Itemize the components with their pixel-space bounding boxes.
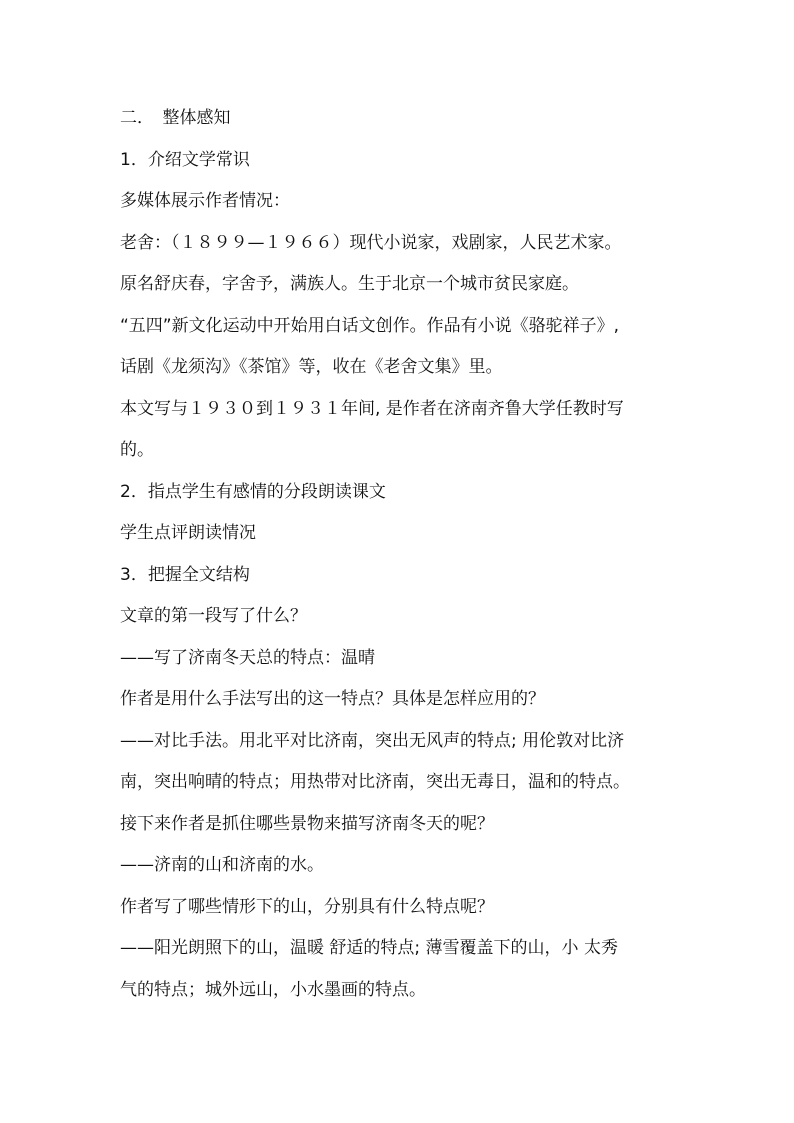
paragraph-line: 老舍：（１８９９—１９６６）现代小说家，戏剧家，人民艺术家。 (120, 232, 622, 253)
paragraph-line: “五四”新文化运动中开始用白话文创作。作品有小说《骆驼祥子》, (120, 315, 620, 336)
paragraph-line: 学生点评朗读情况 (120, 523, 256, 543)
paragraph-line: 本文写与１９３０到１９３１年间, 是作者在济南齐鲁大学任教时写 (120, 398, 624, 419)
answer-line: ——济南的山和济南的水。 (120, 855, 324, 875)
answer-line: ——对比手法。用北平对比济南，突出无风声的特点; 用伦敦对比济 (120, 730, 625, 751)
question-line: 作者是用什么手法写出的这一特点？具体是怎样应用的？ (120, 689, 545, 709)
answer-line: 气的特点；城外远山，小水墨画的特点。 (120, 979, 426, 1000)
paragraph-line: 的。 (120, 440, 154, 460)
answer-line: ——写了济南冬天总的特点：温晴 (120, 647, 375, 668)
section-heading: 二． 整体感知 (120, 108, 231, 128)
paragraph-line: 原名舒庆春，字舍予，满族人。生于北京一个城市贫民家庭。 (120, 274, 579, 294)
document-body (120, 98, 700, 1011)
paragraph-line: 话剧《龙须沟》《茶馆》等，收在《老舍文集》里。 (120, 357, 503, 377)
answer-line: 南，突出响晴的特点；用热带对比济南，突出无毒日，温和的特点。 (120, 772, 630, 792)
question-line: 接下来作者是抓住哪些景物来描写济南冬天的呢？ (120, 813, 494, 834)
subheading-literary-knowledge: 1．介绍文学常识 (120, 149, 250, 170)
paragraph-line: 多媒体展示作者情况： (120, 191, 290, 211)
answer-line: ——阳光朗照下的山，温暖 舒适的特点; 薄雪覆盖下的山，小 太秀 (120, 938, 618, 958)
question-line: 作者写了哪些情形下的山，分别具有什么特点呢？ (120, 896, 494, 917)
subheading-structure: 3．把握全文结构 (120, 564, 250, 585)
question-line: 文章的第一段写了什么？ (120, 606, 307, 626)
subheading-reading: 2．指点学生有感情的分段朗读课文 (120, 481, 386, 502)
